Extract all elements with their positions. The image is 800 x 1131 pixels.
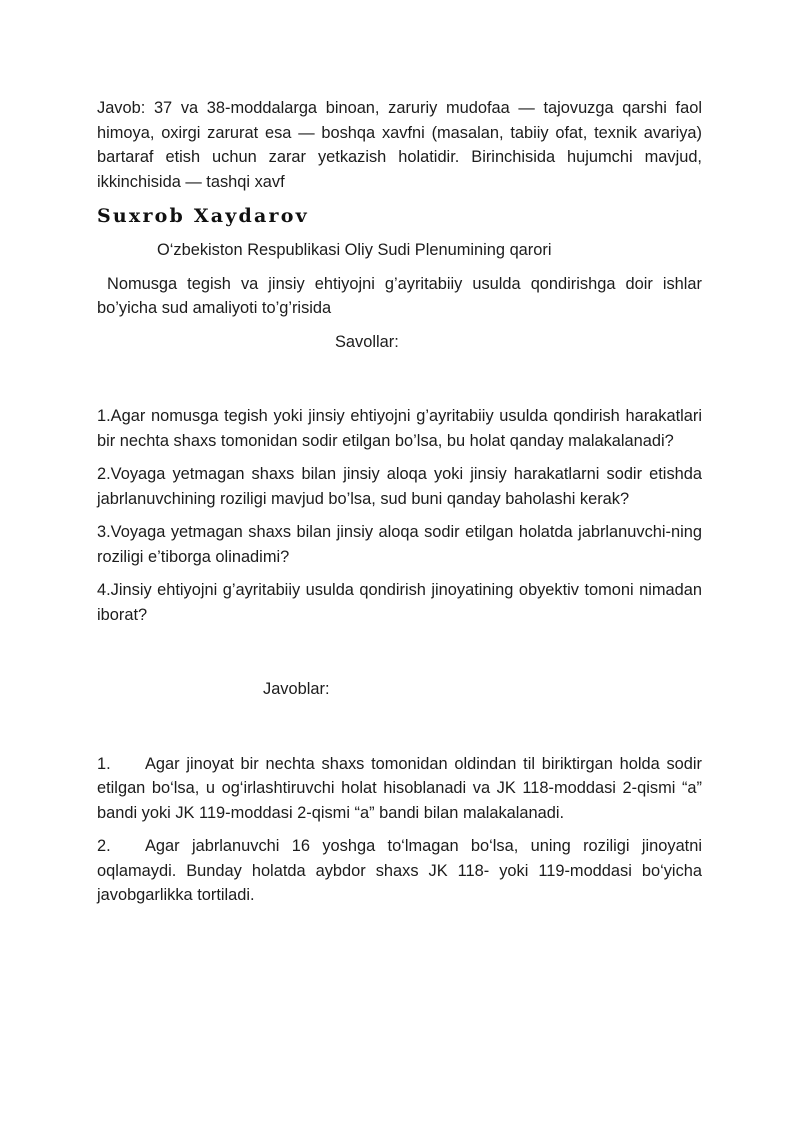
question-item: 1.Agar nomusga tegish yoki jinsiy ehtiyojni g’ayritabiiy usulda qondirish harakatlari bir nechta shaxs tomonidan sodir etilgan bo’lsa, bu holat qanday malakalanadi? — [97, 407, 702, 450]
answer-item: 2. Agar jabrlanuvchi 16 yoshga to‘lmagan bo‘lsa, uning roziligi jinoyatni oqlamaydi. Bunday holatda aybdor shaxs JK 118- yoki 119-moddasi bo‘yicha javobgarlikka tortiladi. — [97, 834, 702, 908]
decree-subject: Nomusga tegish va jinsiy ehtiyojni g’ayritabiiy usulda qondirishga doir ishlar bo’yicha sud amaliyoti to’g’risida — [97, 274, 702, 317]
answer-text: Agar jinoyat bir nechta shaxs tomonidan oldindan til biriktirgan holda sodir etilgan bo‘lsa, u og‘irlashtiruvchi holat hisoblanadi va JK 118-moddasi 2-qismi “a” bandi yoki JK 119-moddasi 2-qismi “a” bandi bilan malakalanadi. — [97, 754, 702, 822]
answer-item: 1. Agar jinoyat bir nechta shaxs tomonidan oldindan til biriktirgan holda sodir etilgan bo‘lsa, u og‘irlashtiruvchi holat hisoblanadi va JK 118-moddasi 2-qismi “a” bandi yoki JK 119-moddasi 2-qismi “a” bandi bilan malakalanadi. — [97, 752, 702, 826]
answers-heading: Javoblar: — [263, 680, 330, 698]
questions-heading: Savollar: — [335, 332, 399, 351]
question-item: 2.Voyaga yetmagan shaxs bilan jinsiy aloqa yoki jinsiy harakatlarni sodir etishda jabrlanuvchining roziligi mavjud bo’lsa, sud buni qanday baholashi kerak? — [97, 465, 702, 508]
author-name: Suxrob Xaydarov — [97, 205, 309, 227]
answer-text: Agar jabrlanuvchi 16 yoshga to‘lmagan bo‘lsa, uning roziligi jinoyatni oqlamaydi. Bunday holatda aybdor shaxs JK 118- yoki 119-moddasi bo‘yicha javobgarlikka tortiladi. — [97, 837, 702, 904]
intro-answer-paragraph: Javob: 37 va 38-moddalarga binoan, zaruriy mudofaa — tajovuzga qarshi faol himoya, oxirgi zarurat esa — boshqa xavfni (masalan, tabiiy ofat, texnik avariya) bartaraf etish uchun zarar yetkazish holatidir. Birinchisida hujumchi mavjud, ikkinchisida — tashqi xavf — [97, 99, 702, 191]
question-item: 3.Voyaga yetmagan shaxs bilan jinsiy aloqa sodir etilgan holatda jabrlanuvchi-ning roziligi e’tiborga olinadimi? — [97, 523, 702, 566]
questions-list — [97, 404, 702, 627]
decree-title: O‘zbekiston Respublikasi Oliy Sudi Plenumining qarori — [157, 241, 552, 259]
answers-list — [97, 752, 702, 908]
question-item: 4.Jinsiy ehtiyojni g’ayritabiiy usulda qondirish jinoyatining obyektiv tomoni nimadan iborat? — [97, 581, 702, 624]
